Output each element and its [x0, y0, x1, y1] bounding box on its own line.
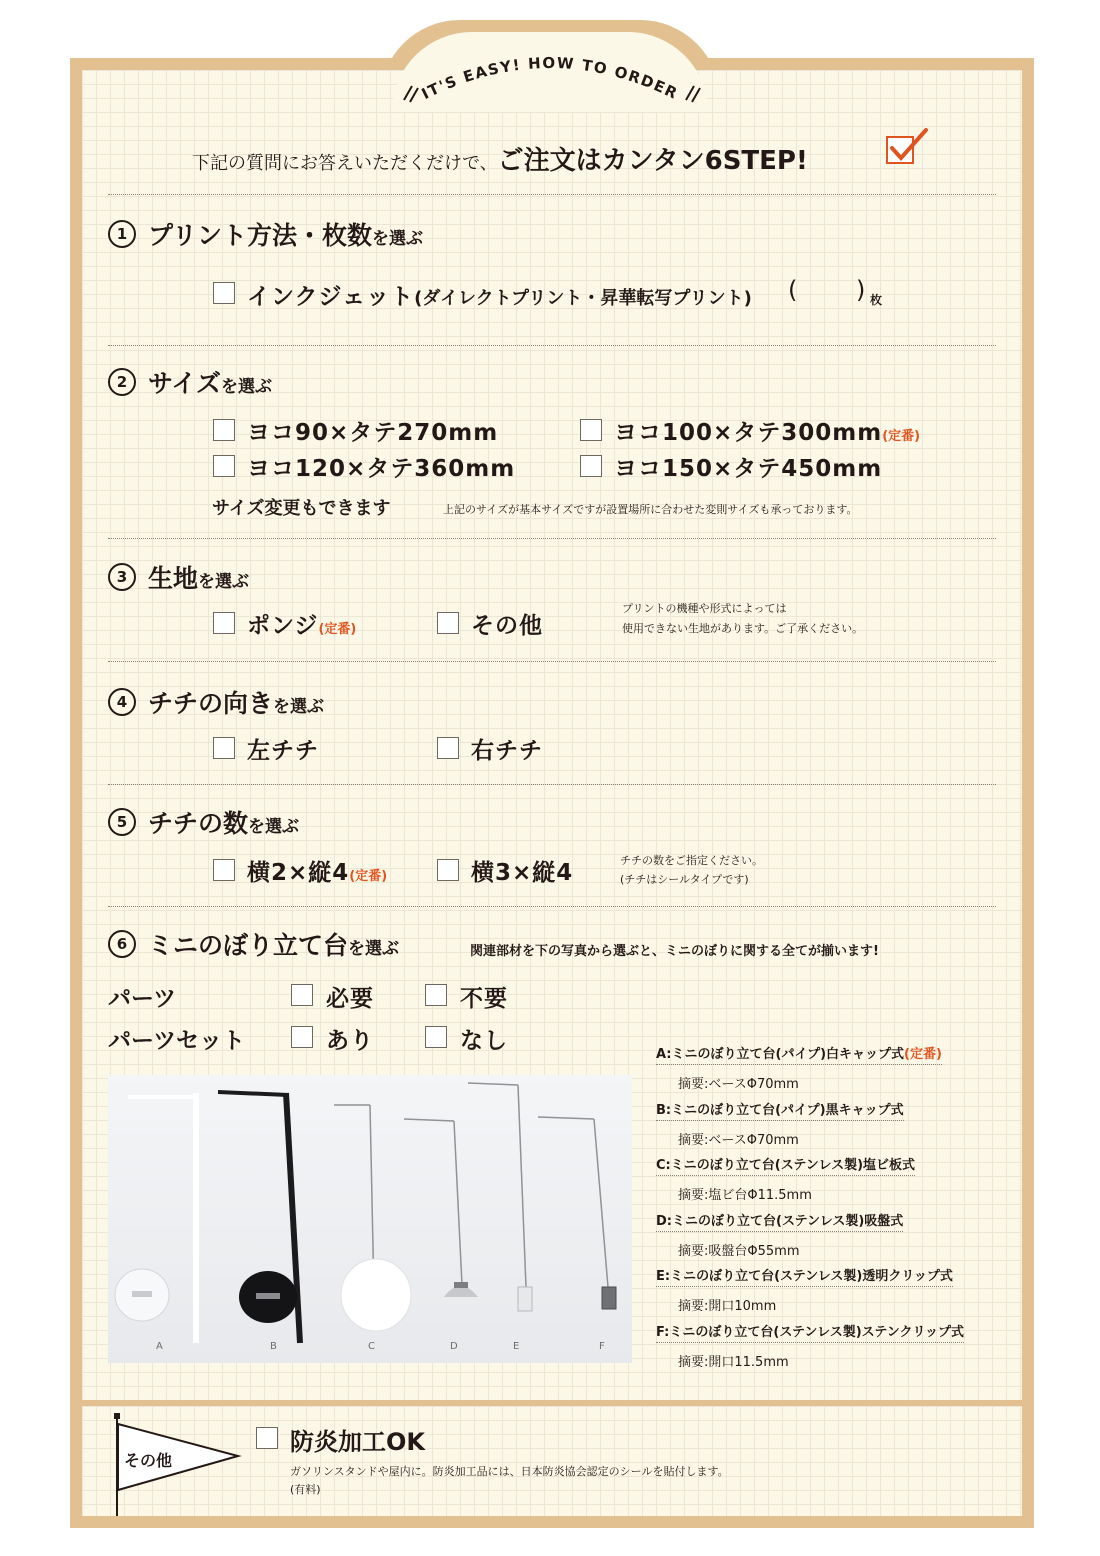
- legend-f: [656, 1321, 964, 1343]
- size-150-checkbox[interactable]: [580, 455, 602, 477]
- loop-count-3x4-checkbox[interactable]: [437, 859, 459, 881]
- standard-tag: (定番): [318, 622, 357, 637]
- step2-heading: [148, 364, 272, 400]
- partsset-yes-checkbox[interactable]: [291, 1026, 313, 1048]
- legend-c-sub: 摘要:塩ビ台Φ11.5mm: [678, 1188, 812, 1203]
- step5-title: チチの数: [148, 809, 249, 838]
- loop-right-label: 右チチ: [471, 738, 543, 764]
- stand-b: [218, 1092, 300, 1343]
- paren-close: ): [856, 276, 866, 304]
- legend-d: [656, 1210, 903, 1232]
- fabric-note-2: 使用できない生地があります。ご了承ください。: [622, 622, 864, 635]
- fireproof-note-2: (有料): [290, 1483, 321, 1496]
- loop-note-1: チチの数をご指定ください。: [620, 854, 763, 867]
- photo-label-d: D: [450, 1341, 458, 1352]
- step3-suffix: を選ぶ: [198, 572, 250, 592]
- stand-a: [115, 1093, 196, 1343]
- lead-small: 下記の質問にお答えいただくだけで、: [192, 153, 498, 174]
- legend-b-sub: 摘要:ベースΦ70mm: [678, 1133, 799, 1148]
- fireproof-note-1: ガソリンスタンドや屋内に。防炎加工品には、日本防炎協会認定のシールを貼付します。: [290, 1465, 729, 1478]
- legend-name: ミニのぼり立て台(ステンレス製)ステンクリップ式: [669, 1325, 964, 1340]
- parts-noneed-label: 不要: [460, 986, 508, 1012]
- loop-left-label: 左チチ: [247, 738, 319, 764]
- legend-e: [656, 1265, 953, 1287]
- parts-noneed-checkbox[interactable]: [425, 984, 447, 1006]
- legend-name: ミニのぼり立て台(パイプ)白キャップ式: [671, 1047, 905, 1062]
- step2-suffix: を選ぶ: [221, 377, 273, 397]
- fabric-ponji-option: [247, 607, 356, 640]
- photo-label-c: C: [368, 1341, 375, 1352]
- legend-f-sub: 摘要:開口11.5mm: [678, 1355, 789, 1370]
- standard-tag: (定番): [882, 429, 921, 444]
- quantity-field[interactable]: [808, 282, 856, 306]
- step6-title: ミニのぼり立て台: [148, 931, 349, 960]
- divider: [108, 194, 996, 195]
- stand-c: [334, 1105, 411, 1331]
- step4-number: 4: [108, 688, 136, 716]
- legend-key: B:: [656, 1103, 672, 1118]
- fabric-ponji-label: ポンジ: [247, 613, 319, 639]
- photo-label-b: B: [270, 1341, 277, 1352]
- step4-suffix: を選ぶ: [273, 697, 325, 717]
- fabric-other-checkbox[interactable]: [437, 612, 459, 634]
- legend-name: ミニのぼり立て台(ステンレス製)塩ビ板式: [670, 1158, 916, 1173]
- loop-right-checkbox[interactable]: [437, 737, 459, 759]
- size-120-checkbox[interactable]: [213, 455, 235, 477]
- loop-left-checkbox[interactable]: [213, 737, 235, 759]
- size-120-label: ヨコ120×タテ360mm: [247, 456, 516, 482]
- inkjet-option: [247, 278, 752, 311]
- inkjet-label: インクジェット: [247, 284, 415, 310]
- legend-a-sub: 摘要:ベースΦ70mm: [678, 1077, 799, 1092]
- inkjet-note: (ダイレクトプリント・昇華転写プリント): [414, 288, 752, 309]
- size-change-title: サイズ変更もできます: [212, 498, 391, 519]
- step6-number: 6: [108, 930, 136, 958]
- size-100-label: ヨコ100×タテ300mm: [614, 420, 883, 446]
- step5-number: 5: [108, 808, 136, 836]
- header-badge: [380, 30, 720, 110]
- step5-suffix: を選ぶ: [248, 817, 300, 837]
- flag-label: その他: [124, 1451, 173, 1470]
- photo-label-a: A: [156, 1341, 163, 1352]
- loop-count-2x4-label: 横2×縦4: [247, 860, 350, 886]
- fabric-other-label: その他: [471, 613, 543, 639]
- parts-need-checkbox[interactable]: [291, 984, 313, 1006]
- stand-note: 関連部材を下の写真から選ぶと、ミニのぼりに関する全てが揃います!: [470, 944, 879, 959]
- fireproof-label: 防炎加工OK: [290, 1428, 425, 1456]
- divider: [108, 906, 996, 907]
- size-100-option: [614, 414, 920, 447]
- step4-heading: [148, 684, 324, 720]
- standard-tag: (定番): [349, 869, 388, 884]
- stand-e: [468, 1083, 532, 1311]
- lead-line: [192, 140, 808, 177]
- step3-title: 生地: [148, 564, 199, 593]
- inkjet-checkbox[interactable]: [213, 282, 235, 304]
- partsset-no-label: なし: [460, 1028, 508, 1054]
- step1-number: 1: [108, 220, 136, 248]
- size-150-label: ヨコ150×タテ450mm: [614, 456, 883, 482]
- step4-title: チチの向き: [148, 689, 274, 718]
- badge-text: IT'S EASY! HOW TO ORDER: [418, 53, 682, 104]
- legend-key: E:: [656, 1269, 671, 1284]
- step1-suffix: を選ぶ: [372, 229, 424, 249]
- fabric-ponji-checkbox[interactable]: [213, 612, 235, 634]
- unit-label: 枚: [870, 293, 883, 307]
- step3-heading: [148, 559, 249, 595]
- divider: [108, 661, 996, 662]
- legend-a: [656, 1043, 942, 1065]
- legend-c: [656, 1154, 915, 1176]
- divider: [108, 538, 996, 539]
- size-change-note: 上記のサイズが基本サイズですが設置場所に合わせた変則サイズも承っております。: [443, 503, 858, 516]
- legend-name: ミニのぼり立て台(パイプ)黒キャップ式: [671, 1103, 904, 1118]
- step2-title: サイズ: [148, 369, 222, 398]
- step6-suffix: を選ぶ: [348, 939, 400, 959]
- step6-heading: [148, 926, 399, 962]
- paren-open: (: [788, 276, 798, 304]
- legend-d-sub: 摘要:吸盤台Φ55mm: [678, 1244, 800, 1259]
- standard-tag: (定番): [904, 1047, 942, 1062]
- step1-title: プリント方法・枚数: [148, 221, 373, 250]
- step1-heading: [148, 216, 423, 252]
- stand-illustration: [108, 1075, 632, 1363]
- size-100-checkbox[interactable]: [580, 419, 602, 441]
- legend-key: A:: [656, 1047, 672, 1062]
- parts-label: パーツ: [108, 986, 177, 1012]
- lead-big: ご注文はカンタン6STEP!: [497, 146, 808, 176]
- parts-need-label: 必要: [326, 986, 374, 1012]
- legend-key: C:: [656, 1158, 671, 1173]
- legend-b: [656, 1099, 904, 1121]
- legend-key: F:: [656, 1325, 670, 1340]
- divider: [108, 345, 996, 346]
- fabric-note-1: プリントの機種や形式によっては: [622, 602, 787, 615]
- divider: [108, 784, 996, 785]
- size-90-checkbox[interactable]: [213, 419, 235, 441]
- size-90-label: ヨコ90×タテ270mm: [247, 420, 499, 446]
- legend-name: ミニのぼり立て台(ステンレス製)透明クリップ式: [670, 1269, 953, 1284]
- partsset-no-checkbox[interactable]: [425, 1026, 447, 1048]
- photo-label-f: F: [599, 1341, 605, 1352]
- partsset-yes-label: あり: [326, 1028, 374, 1054]
- stand-photo: [108, 1075, 632, 1363]
- loop-note-2: (チチはシールタイプです): [620, 873, 749, 886]
- partsset-label: パーツセット: [108, 1028, 246, 1054]
- stand-f: [538, 1117, 616, 1309]
- svg-text:IT'S EASY! HOW TO ORDER: [419, 54, 682, 103]
- fireproof-checkbox[interactable]: [256, 1427, 278, 1449]
- photo-label-e: E: [513, 1341, 520, 1352]
- legend-key: D:: [656, 1214, 672, 1229]
- step2-number: 2: [108, 368, 136, 396]
- loop-count-2x4-option: [247, 854, 387, 887]
- check-icon: [888, 128, 932, 168]
- loop-count-3x4-label: 横3×縦4: [471, 860, 574, 886]
- loop-count-2x4-checkbox[interactable]: [213, 859, 235, 881]
- legend-e-sub: 摘要:開口10mm: [678, 1299, 777, 1314]
- step3-number: 3: [108, 563, 136, 591]
- step5-heading: [148, 804, 299, 840]
- legend-name: ミニのぼり立て台(ステンレス製)吸盤式: [672, 1214, 904, 1229]
- stand-d: [404, 1119, 478, 1297]
